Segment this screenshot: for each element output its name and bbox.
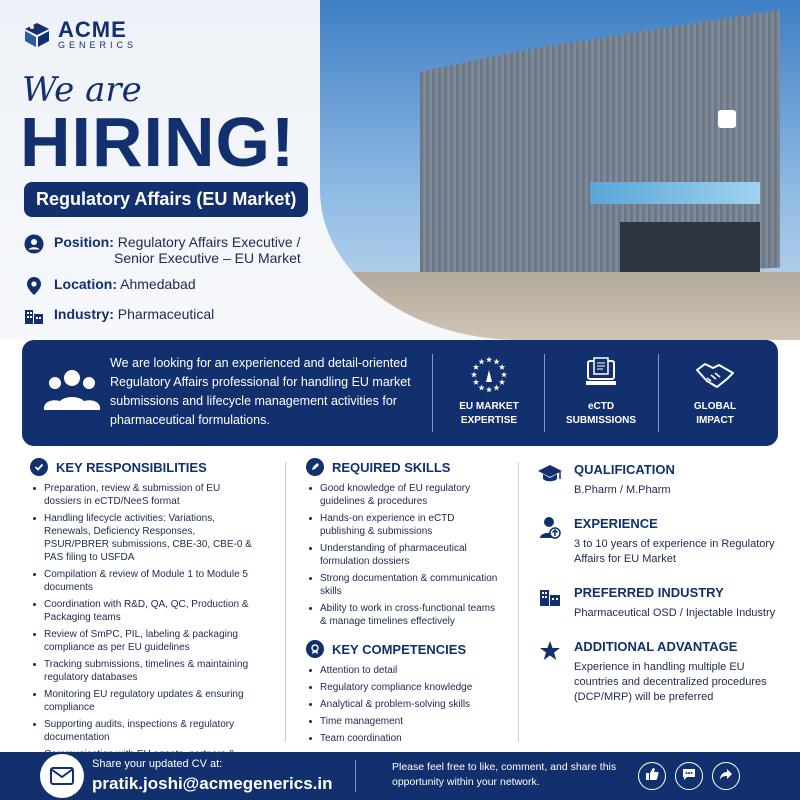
responsibilities-list bbox=[30, 482, 260, 774]
skills-list bbox=[306, 482, 502, 628]
person-up-icon bbox=[538, 516, 562, 540]
mail-icon bbox=[40, 754, 84, 798]
competencies-list bbox=[306, 664, 502, 745]
additional-advantage-block: ADDITIONAL ADVANTAGE Experience in handling multiple EU countries and decentralized procedures (DCP/MRP) will be preferred bbox=[538, 639, 778, 705]
preferred-industry-block: PREFERRED INDUSTRY Pharmaceutical OSD / Injectable Industry bbox=[538, 585, 778, 621]
acme-logo-icon bbox=[24, 22, 50, 48]
contact-email[interactable]: pratik.joshi@acmegenerics.in bbox=[92, 774, 333, 793]
responsibilities-heading: KEY RESPONSIBILITIES bbox=[30, 458, 260, 476]
skills-heading: REQUIRED SKILLS bbox=[306, 458, 502, 476]
svg-text:★: ★ bbox=[472, 379, 480, 387]
checkmark-icon bbox=[30, 458, 48, 476]
list-item: Review of SmPC, PIL, labeling & packaging compliance as per EU guidelines bbox=[30, 628, 260, 654]
list-item: Regulatory compliance knowledge bbox=[306, 681, 502, 694]
location-pin-icon bbox=[24, 276, 44, 296]
share-text: Please feel free to like, comment, and share this opportunity within your network. bbox=[392, 761, 617, 788]
svg-text:★: ★ bbox=[478, 359, 485, 367]
requirements-column bbox=[538, 462, 778, 723]
svg-text:★: ★ bbox=[485, 387, 493, 394]
comment-icon bbox=[682, 767, 696, 786]
position-value: Regulatory Affairs Executive / bbox=[117, 234, 301, 250]
list-item: Handling lifecycle activities: Variations, Renewals, Deficiency Responses, PSUR/PBRER submissions, CBE-30, CBE-0 & PAS filing to USFDA bbox=[30, 512, 260, 564]
fact-industry bbox=[24, 306, 324, 326]
location-label: Location: bbox=[54, 276, 117, 292]
svg-text:★: ★ bbox=[485, 357, 493, 364]
document-monitor-icon bbox=[546, 354, 656, 394]
eu-stars-icon bbox=[434, 354, 544, 394]
svg-text:★: ★ bbox=[498, 364, 506, 372]
team-icon bbox=[44, 366, 100, 416]
building-icon bbox=[538, 585, 562, 609]
role-title: Regulatory Affairs (EU Market) bbox=[24, 182, 308, 217]
fact-location bbox=[24, 276, 324, 296]
competencies-heading: KEY COMPETENCIES bbox=[306, 640, 502, 658]
badge-icon bbox=[306, 640, 324, 658]
thumbs-up-icon bbox=[645, 767, 659, 786]
position-value-2: Senior Executive – EU Market bbox=[114, 250, 301, 266]
list-item: Understanding of pharmaceutical formulation dossiers bbox=[306, 542, 502, 568]
list-item: Hands-on experience in eCTD publishing & submissions bbox=[306, 512, 502, 538]
graduation-cap-icon bbox=[538, 462, 562, 486]
hiring-headline: HIRING! bbox=[20, 103, 296, 181]
brand-subtitle: GENERICS bbox=[58, 40, 138, 50]
share-arrow-icon bbox=[719, 767, 733, 786]
list-item: Monitoring EU regulatory updates & ensuring compliance bbox=[30, 688, 260, 714]
feature-eu-market: ★ ★ ★ ★ ★ ★ ★ ★ ★ ★ ★ ★ EU MARKET EXPERTISE bbox=[434, 354, 544, 434]
list-item: Supporting audits, inspections & regulatory documentation bbox=[30, 718, 260, 744]
comment-button[interactable] bbox=[675, 762, 703, 790]
handshake-icon bbox=[660, 354, 770, 394]
list-item: Strong documentation & communication skills bbox=[306, 572, 502, 598]
list-item: Team coordination bbox=[306, 732, 502, 745]
list-item: Compilation & review of Module 1 to Module 5 documents bbox=[30, 568, 260, 594]
intro-banner bbox=[22, 340, 778, 446]
feature-global-impact: GLOBAL IMPACT bbox=[660, 354, 770, 434]
person-icon bbox=[24, 234, 44, 254]
list-item: Tracking submissions, timelines & maintaining regulatory databases bbox=[30, 658, 260, 684]
position-label: Position: bbox=[54, 234, 114, 250]
svg-text:★: ★ bbox=[500, 372, 508, 379]
list-item: Ability to work in cross-functional teams & manage timelines effectively bbox=[306, 602, 502, 628]
factory-icon bbox=[24, 306, 44, 326]
svg-text:★: ★ bbox=[498, 379, 506, 387]
qualification-block: QUALIFICATION B.Pharm / M.Pharm bbox=[538, 462, 778, 498]
svg-text:★: ★ bbox=[478, 384, 485, 392]
job-facts bbox=[24, 234, 324, 336]
industry-label: Industry: bbox=[54, 306, 114, 322]
brand-name: ACME bbox=[58, 17, 127, 42]
list-item: Coordination with R&D, QA, QC, Production & Packaging teams bbox=[30, 598, 260, 624]
we-are-text: We are bbox=[22, 70, 142, 110]
skills-column bbox=[306, 458, 502, 749]
star-icon bbox=[538, 639, 562, 663]
list-item: Analytical & problem-solving skills bbox=[306, 698, 502, 711]
cv-label: Share your updated CV at: bbox=[92, 758, 223, 770]
list-item: Preparation, review & submission of EU dossiers in eCTD/NeeS format bbox=[30, 482, 260, 508]
svg-text:★: ★ bbox=[493, 359, 500, 367]
list-item: Time management bbox=[306, 715, 502, 728]
list-item: Attention to detail bbox=[306, 664, 502, 677]
footer bbox=[0, 752, 800, 800]
brand-logo bbox=[24, 17, 138, 50]
hero-section bbox=[0, 0, 800, 340]
industry-value: Pharmaceutical bbox=[117, 306, 215, 322]
feature-ectd: eCTD SUBMISSIONS bbox=[546, 354, 656, 434]
pencil-check-icon bbox=[306, 458, 324, 476]
like-button[interactable] bbox=[638, 762, 666, 790]
list-item: Good knowledge of EU regulatory guidelines & procedures bbox=[306, 482, 502, 508]
office-building-photo bbox=[320, 0, 800, 340]
experience-block: EXPERIENCE 3 to 10 years of experience in Regulatory Affairs for EU Market bbox=[538, 516, 778, 567]
svg-text:★: ★ bbox=[472, 364, 480, 372]
svg-text:★: ★ bbox=[493, 384, 500, 392]
svg-text:★: ★ bbox=[470, 372, 478, 379]
share-button[interactable] bbox=[712, 762, 740, 790]
location-value: Ahmedabad bbox=[120, 276, 196, 292]
fact-position bbox=[24, 234, 324, 266]
intro-description: We are looking for an experienced and detail-oriented Regulatory Affairs professional for handling EU market submissions and lifecycle management activities for pharmaceutical formulations. bbox=[110, 356, 411, 427]
responsibilities-column bbox=[30, 458, 260, 778]
